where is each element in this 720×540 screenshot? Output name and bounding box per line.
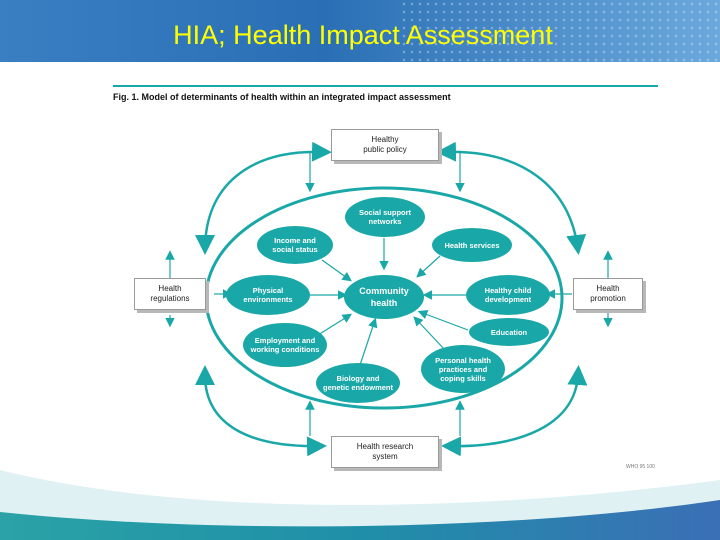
label-social-support: Social support networks — [358, 208, 412, 226]
label-income: Income and social status — [272, 236, 318, 254]
arrow-income — [322, 260, 350, 280]
label-community: Community health — [359, 286, 409, 308]
figure-caption-prefix: Fig. 1. — [113, 92, 140, 102]
arrow-services — [418, 256, 440, 276]
label-physical: Physical environments — [243, 286, 293, 304]
arrow-biology — [360, 320, 375, 365]
label-education: Education — [490, 327, 528, 337]
curve-bottom-left — [205, 375, 322, 446]
box-health-regulations: Health regulations — [134, 278, 206, 310]
label-employment: Employment and working conditions — [250, 336, 320, 354]
box-health-research-system: Health research system — [331, 436, 439, 468]
box-health-promotion: Health promotion — [573, 278, 643, 310]
arrow-employment — [318, 315, 350, 335]
arrow-education — [420, 312, 468, 330]
figure-caption-text: Model of determinants of health within an integrated impact assessment — [141, 92, 451, 102]
label-health-services: Health services — [444, 240, 500, 250]
arrow-personal — [415, 318, 445, 350]
source-note: WHO 95 100 — [626, 464, 655, 470]
page-title: HIA; Health Impact Assessment — [173, 20, 553, 50]
label-personal: Personal health practices and coping skills — [435, 355, 491, 383]
box-healthy-public-policy: Healthy public policy — [331, 129, 439, 161]
label-biology: Biology and genetic endowment — [322, 374, 393, 392]
label-child: Healthy child development — [484, 286, 532, 304]
